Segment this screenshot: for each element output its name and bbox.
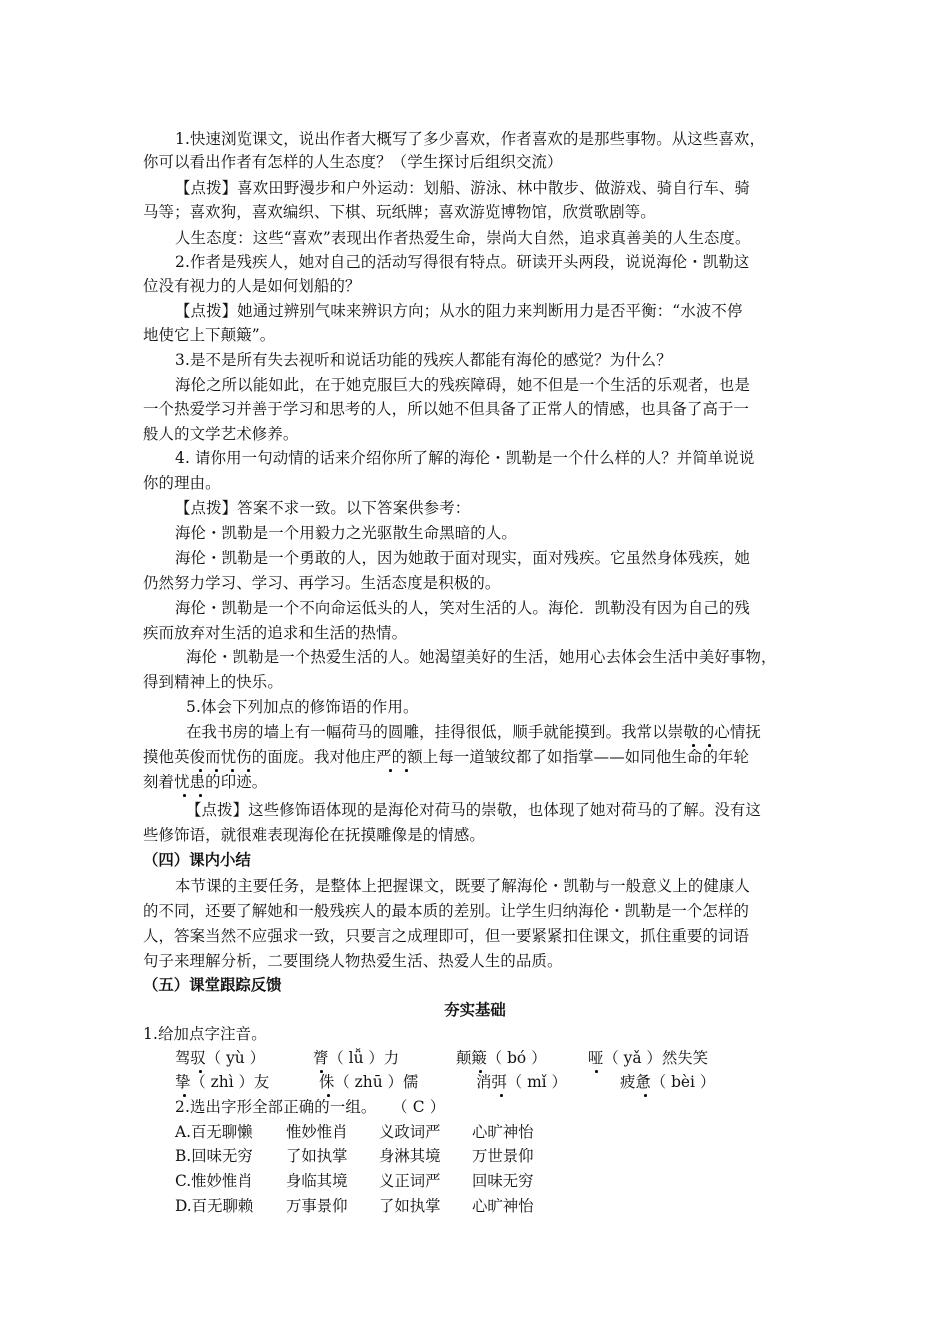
q5-tip-line2: 些修饰语，就很难表现海伦在抚摸雕像是的情感。 [143, 826, 485, 844]
q3-answer-line3: 般人的文学艺术修养。 [143, 425, 299, 443]
q4-line2: 你的理由。 [143, 474, 221, 492]
option-b-word: 万世景仰 [472, 1147, 534, 1165]
q2-line1: 2.作者是残疾人，她对自己的活动写得很有特点。研读开头两段，说说海伦・凯勒这 [175, 253, 750, 271]
q4-answer-4-line1: 海伦・凯勒是一个热爱生活的人。她渴望美好的生活，她用心去体会生活中美好事物， [186, 648, 777, 666]
q4-answer-1: 海伦・凯勒是一个用毅力之光驱散生命黑暗的人。 [175, 524, 517, 542]
q4-tip: 【点拨】答案不求一致。以下答案供参考： [175, 499, 471, 517]
q1-line2: 你可以看出作者有怎样的人生态度？（学生探讨后组织交流） [143, 153, 563, 171]
exercise-2-title: 2.选出字形全部正确的一组。 （ C ） [175, 1098, 446, 1116]
option-a-word: 心旷神怡 [472, 1123, 534, 1141]
option-a-word: 义政词严 [379, 1123, 441, 1141]
pinyin-item: 驾驭（ yù ） [175, 1049, 265, 1067]
q4-answer-3-line2: 疾而放弃对生活的追求和生活的热情。 [143, 624, 408, 642]
q3-line1: 3.是不是所有失去视听和说话功能的残疾人都能有海伦的感觉？为什么？ [175, 351, 672, 369]
emphasis-dot [595, 1070, 598, 1073]
section-heading-summary: （四）课内小结 [143, 851, 251, 869]
q3-answer-line1: 海伦之所以能如此，在于她克服巨大的残疾障碍，她不但是一个生活的乐观者，也是 [175, 376, 751, 394]
emphasis-dot [708, 744, 711, 747]
pinyin-item: 侏（ zhū ）儒 [319, 1073, 419, 1091]
emphasis-dot [247, 769, 250, 772]
section-heading-feedback: （五）课堂跟踪反馈 [143, 976, 282, 994]
emphasis-dot [692, 744, 695, 747]
option-c-word: 回味无穷 [472, 1172, 534, 1190]
option-a-word: A.百无聊懒 [175, 1123, 253, 1141]
option-d-word: 万事景仰 [286, 1197, 348, 1215]
subheading-basics: 夯实基础 [444, 1001, 506, 1019]
emphasis-dot [199, 794, 202, 797]
summary-line1: 本节课的主要任务，是整体上把握课文，既要了解海伦・凯勒与一般意义上的健康人 [175, 877, 751, 895]
option-a-word: 惟妙惟肖 [286, 1123, 348, 1141]
pinyin-item: 哑（ yǎ ）然失笑 [588, 1049, 708, 1067]
pinyin-item: 挚（ zhì ）友 [175, 1073, 270, 1091]
q5-passage-line1: 在我书房的墙上有一幅荷马的圆雕，挂得很低，顺手就能摸到。我常以崇敬的心情抚 [186, 723, 762, 741]
q4-answer-4-line2: 得到精神上的快乐。 [143, 673, 283, 691]
q4-line1: 4. 请你用一句动情的话来介绍你所了解的海伦・凯勒是一个什么样的人？并简单说说 [175, 449, 755, 467]
q1-attitude: 人生态度：这些“喜欢”表现出作者热爱生命，崇尚大自然，追求真善美的人生态度。 [175, 229, 751, 247]
q1-tip-line1: 【点拨】喜欢田野漫步和户外运动：划船、游泳、林中散步、做游戏、骑自行车、骑 [175, 179, 751, 197]
q4-answer-3-line1: 海伦・凯勒是一个不向命运低头的人，笑对生活的人。海伦．凯勒没有因为自己的残 [175, 599, 751, 617]
summary-line4: 句子来理解分析，二要围绕人物热爱生活、热爱人生的品质。 [143, 952, 563, 970]
emphasis-dot [183, 794, 186, 797]
q5-passage-line2: 摸他英俊而忧伤的面庞。我对他庄严的额上每一道皱纹都了如指掌——如同他生命的年轮 [143, 748, 750, 766]
q5-passage-line3: 刻着忧患的印迹。 [143, 773, 268, 791]
emphasis-dot [231, 769, 234, 772]
q3-answer-line2: 一个热爱学习并善于学习和思考的人，所以她不但具备了正常人的情感，也具备了高于一 [143, 400, 750, 418]
summary-line3: 人，答案当然不应强求一致，只要言之成理即可，但一要紧紧扣住课文，抓住重要的词语 [143, 927, 750, 945]
q5-tip-line1: 【点拨】这些修饰语体现的是海伦对荷马的崇敬，也体现了她对荷马的了解。没有这 [186, 801, 762, 819]
option-d-word: 了如执掌 [379, 1197, 441, 1215]
q1-tip-line2: 马等；喜欢狗，喜欢编织、下棋、玩纸牌；喜欢游览博物馆，欣赏歌剧等。 [143, 203, 656, 221]
pinyin-item: 膂（ lǚ ）力 [313, 1049, 400, 1067]
option-c-word: 义正词严 [379, 1172, 441, 1190]
option-d-word: D.百无聊赖 [175, 1197, 254, 1215]
option-c-word: 身临其境 [286, 1172, 348, 1190]
q1-line1: 1.快速浏览课文，说出作者大概写了多少喜欢，作者喜欢的是那些事物。从这些喜欢， [175, 130, 765, 148]
q2-line2: 位没有视力的人是如何划船的？ [143, 277, 361, 295]
pinyin-item: 消弭（ mǐ ） [476, 1073, 567, 1091]
q5-line1: 5.体会下列加点的修饰语的作用。 [186, 698, 419, 716]
pinyin-item: 疲惫（ bèi ） [620, 1073, 716, 1091]
q4-answer-2-line2: 仍然努力学习、学习、再学习。生活态度是积极的。 [143, 574, 501, 592]
summary-line2: 的不同，还要了解她和一般残疾人的最本质的差别。让学生归纳海伦・凯勒是一个怎样的 [143, 902, 750, 920]
pinyin-item: 颠簸（ bó ） [456, 1049, 547, 1067]
q2-tip-line2: 地使它上下颠簸”。 [143, 326, 276, 344]
option-b-word: 了如执掌 [286, 1147, 348, 1165]
emphasis-dot [405, 769, 408, 772]
option-b-word: 身淋其境 [379, 1147, 441, 1165]
emphasis-dot [215, 769, 218, 772]
emphasis-dot [500, 1094, 503, 1097]
emphasis-dot [199, 769, 202, 772]
option-c-word: C.惟妙惟肖 [175, 1172, 253, 1190]
emphasis-dot [644, 1094, 647, 1097]
emphasis-dot [389, 769, 392, 772]
option-d-word: 心旷神怡 [472, 1197, 534, 1215]
q4-answer-2-line1: 海伦・凯勒是一个勇敢的人，因为她敢于面对现实，面对残疾。它虽然身体残疾，她 [175, 549, 751, 567]
q2-tip-line1: 【点拨】她通过辨别气味来辨识方向；从水的阻力来判断用力是否平衡：“水波不停 [175, 302, 743, 320]
exercise-1-title: 1.给加点字注音。 [143, 1025, 267, 1043]
option-b-word: B.回味无穷 [175, 1147, 253, 1165]
